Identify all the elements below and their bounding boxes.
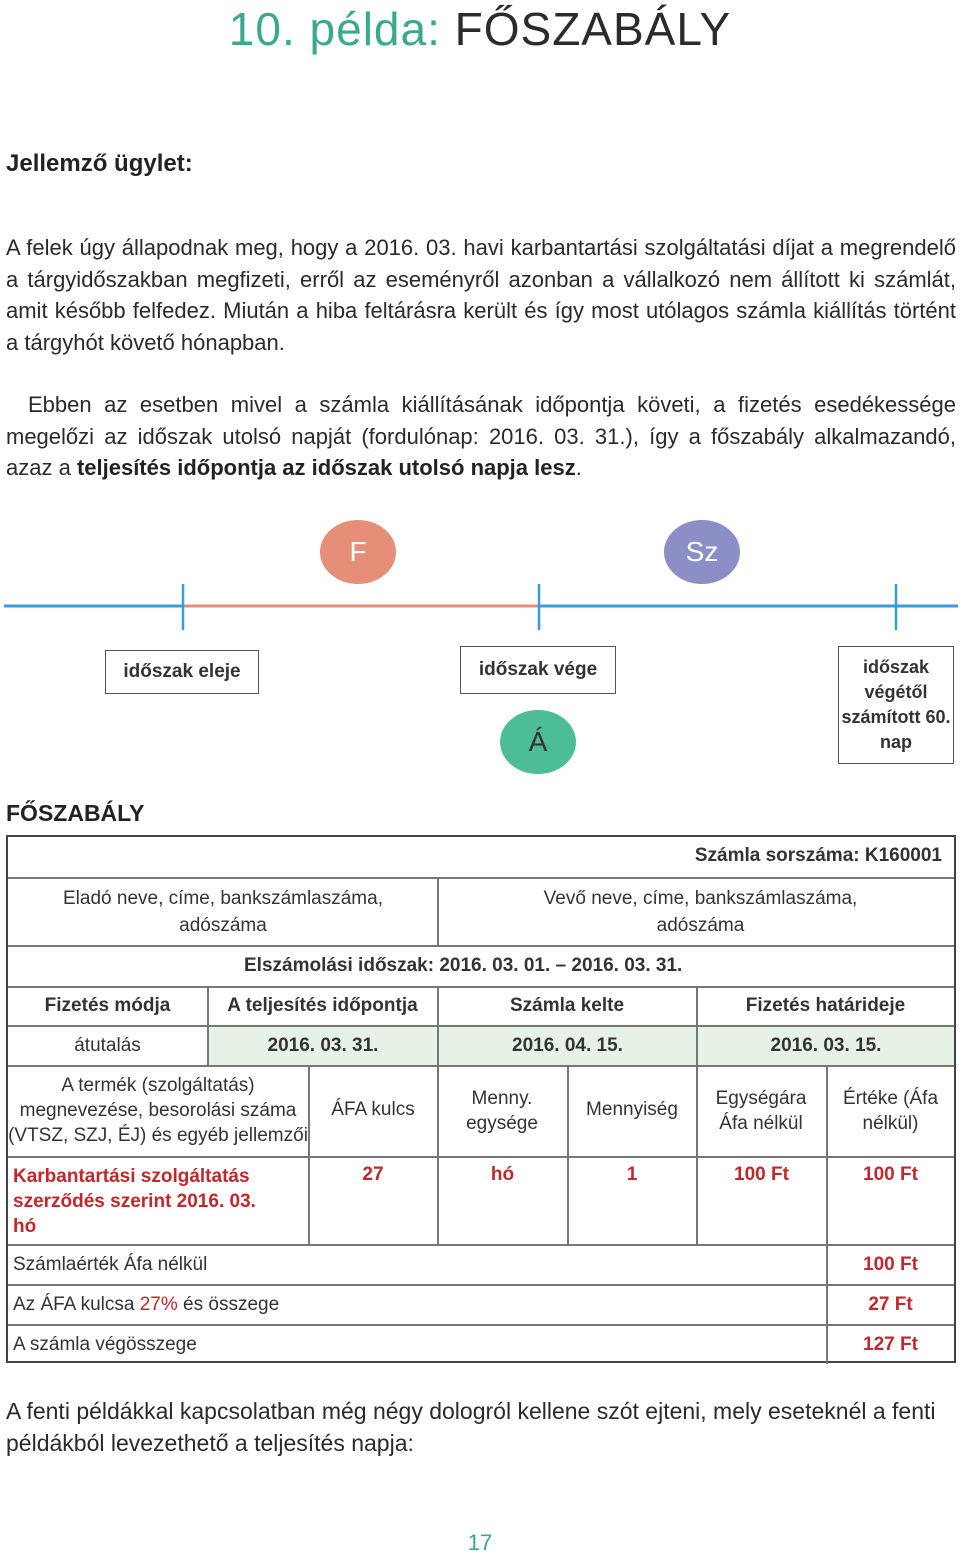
- paragraph-2: [6, 389, 956, 484]
- item-header-value: Értéke (Áfa nélkül): [842, 1088, 939, 1134]
- seller-info: Eladó neve, címe, bankszámlaszáma, adószáma: [63, 888, 383, 936]
- vat-total-value: 27 Ft: [868, 1294, 913, 1315]
- title-word: FŐSZABÁLY: [454, 3, 732, 55]
- subheading: Jellemző ügylet:: [6, 150, 193, 177]
- grand-total-value: 127 Ft: [863, 1334, 918, 1355]
- paragraph-2-bold: teljesítés időpontja az időszak utolsó napja lesz: [76, 455, 576, 480]
- item-header-unit: Menny. egysége: [466, 1088, 538, 1134]
- item-vat: 27: [362, 1164, 384, 1185]
- item-header-vat: ÁFA kulcs: [331, 1099, 415, 1120]
- paragraph-2-text: Ebben az esetben mivel a számla kiállításának időpontja követi, a fizetés esedékessége megelőzi az időszak utolsó napját (fordulónap: 2016. 03. 31.), így a főszabály alkalmazandó, azaz a: [6, 392, 956, 480]
- item-unit-price: 100 Ft: [734, 1164, 789, 1185]
- item-header-unit-price: Egységára Áfa nélkül: [715, 1088, 807, 1134]
- header-fulfilment-date: A teljesítés időpontja: [227, 995, 418, 1016]
- circle-f: F: [320, 520, 396, 584]
- paragraph-2-end: .: [575, 455, 582, 480]
- item-header-description: A termék (szolgáltatás) megnevezése, besorolási száma (VTSZ, SZJ, ÉJ) és egyéb jellemzői: [8, 1075, 308, 1146]
- header-payment-deadline: Fizetés határideje: [745, 995, 906, 1016]
- vat-label-pre: Az ÁFA kulcsa: [13, 1294, 140, 1315]
- title-number: 10. példa:: [228, 3, 441, 55]
- label-period-end: időszak vége: [460, 646, 616, 694]
- net-total-label: Számlaérték Áfa nélkül: [13, 1254, 208, 1275]
- item-header-quantity: Mennyiség: [586, 1099, 678, 1120]
- label-60th-day: időszak végétől számított 60. nap: [838, 646, 954, 764]
- value-invoice-date: 2016. 04. 15.: [439, 1027, 696, 1065]
- page-number: 17: [467, 1530, 493, 1555]
- vat-label-post: és összege: [177, 1294, 280, 1315]
- invoice-table: [6, 835, 956, 1363]
- invoice-number: Számla sorszáma: K160001: [694, 845, 942, 866]
- rule-label: FŐSZABÁLY: [6, 800, 145, 826]
- circle-sz: Sz: [664, 520, 740, 584]
- vat-rate: 27%: [139, 1294, 178, 1315]
- label-period-start: időszak eleje: [105, 650, 259, 694]
- item-unit: hó: [490, 1164, 515, 1185]
- value-fulfilment-date: 2016. 03. 31.: [209, 1027, 437, 1065]
- timeline: [0, 580, 960, 640]
- item-quantity: 1: [626, 1164, 638, 1185]
- footer-paragraph: A fenti példákkal kapcsolatban még négy dologról kellene szót ejteni, mely eseteknél a fenti példákból levezethető a teljesítés napja:: [6, 1398, 936, 1456]
- header-invoice-date: Számla kelte: [509, 995, 625, 1016]
- buyer-info: Vevő neve, címe, bankszámlaszáma, adószáma: [543, 888, 858, 936]
- value-payment-method: átutalás: [74, 1035, 141, 1056]
- header-payment-method: Fizetés módja: [44, 995, 171, 1016]
- page-title: [0, 2, 960, 56]
- net-total-value: 100 Ft: [863, 1254, 918, 1275]
- item-value: 100 Ft: [863, 1164, 918, 1185]
- paragraph-1: A felek úgy állapodnak meg, hogy a 2016. 03. havi karbantartási szolgáltatási díjat a megrendelő a tárgyidőszakban megfizeti, erről az eseményről azonban a vállalkozó nem állított ki számlát, amit később felfedez. Miután a hiba feltárásra került és így most utólagos számla kiállítás történt a tárgyhót követő hónapban.: [6, 235, 956, 355]
- billing-period: Elszámolási időszak: 2016. 03. 01. – 2016. 03. 31.: [244, 955, 683, 976]
- item-name: Karbantartási szolgáltatás szerződés szerint 2016. 03. hó: [13, 1166, 256, 1237]
- value-payment-deadline: 2016. 03. 15.: [698, 1027, 954, 1065]
- vat-total-label: [13, 1294, 279, 1316]
- grand-total-label: A számla végösszege: [13, 1334, 197, 1355]
- circle-a: Á: [500, 710, 576, 774]
